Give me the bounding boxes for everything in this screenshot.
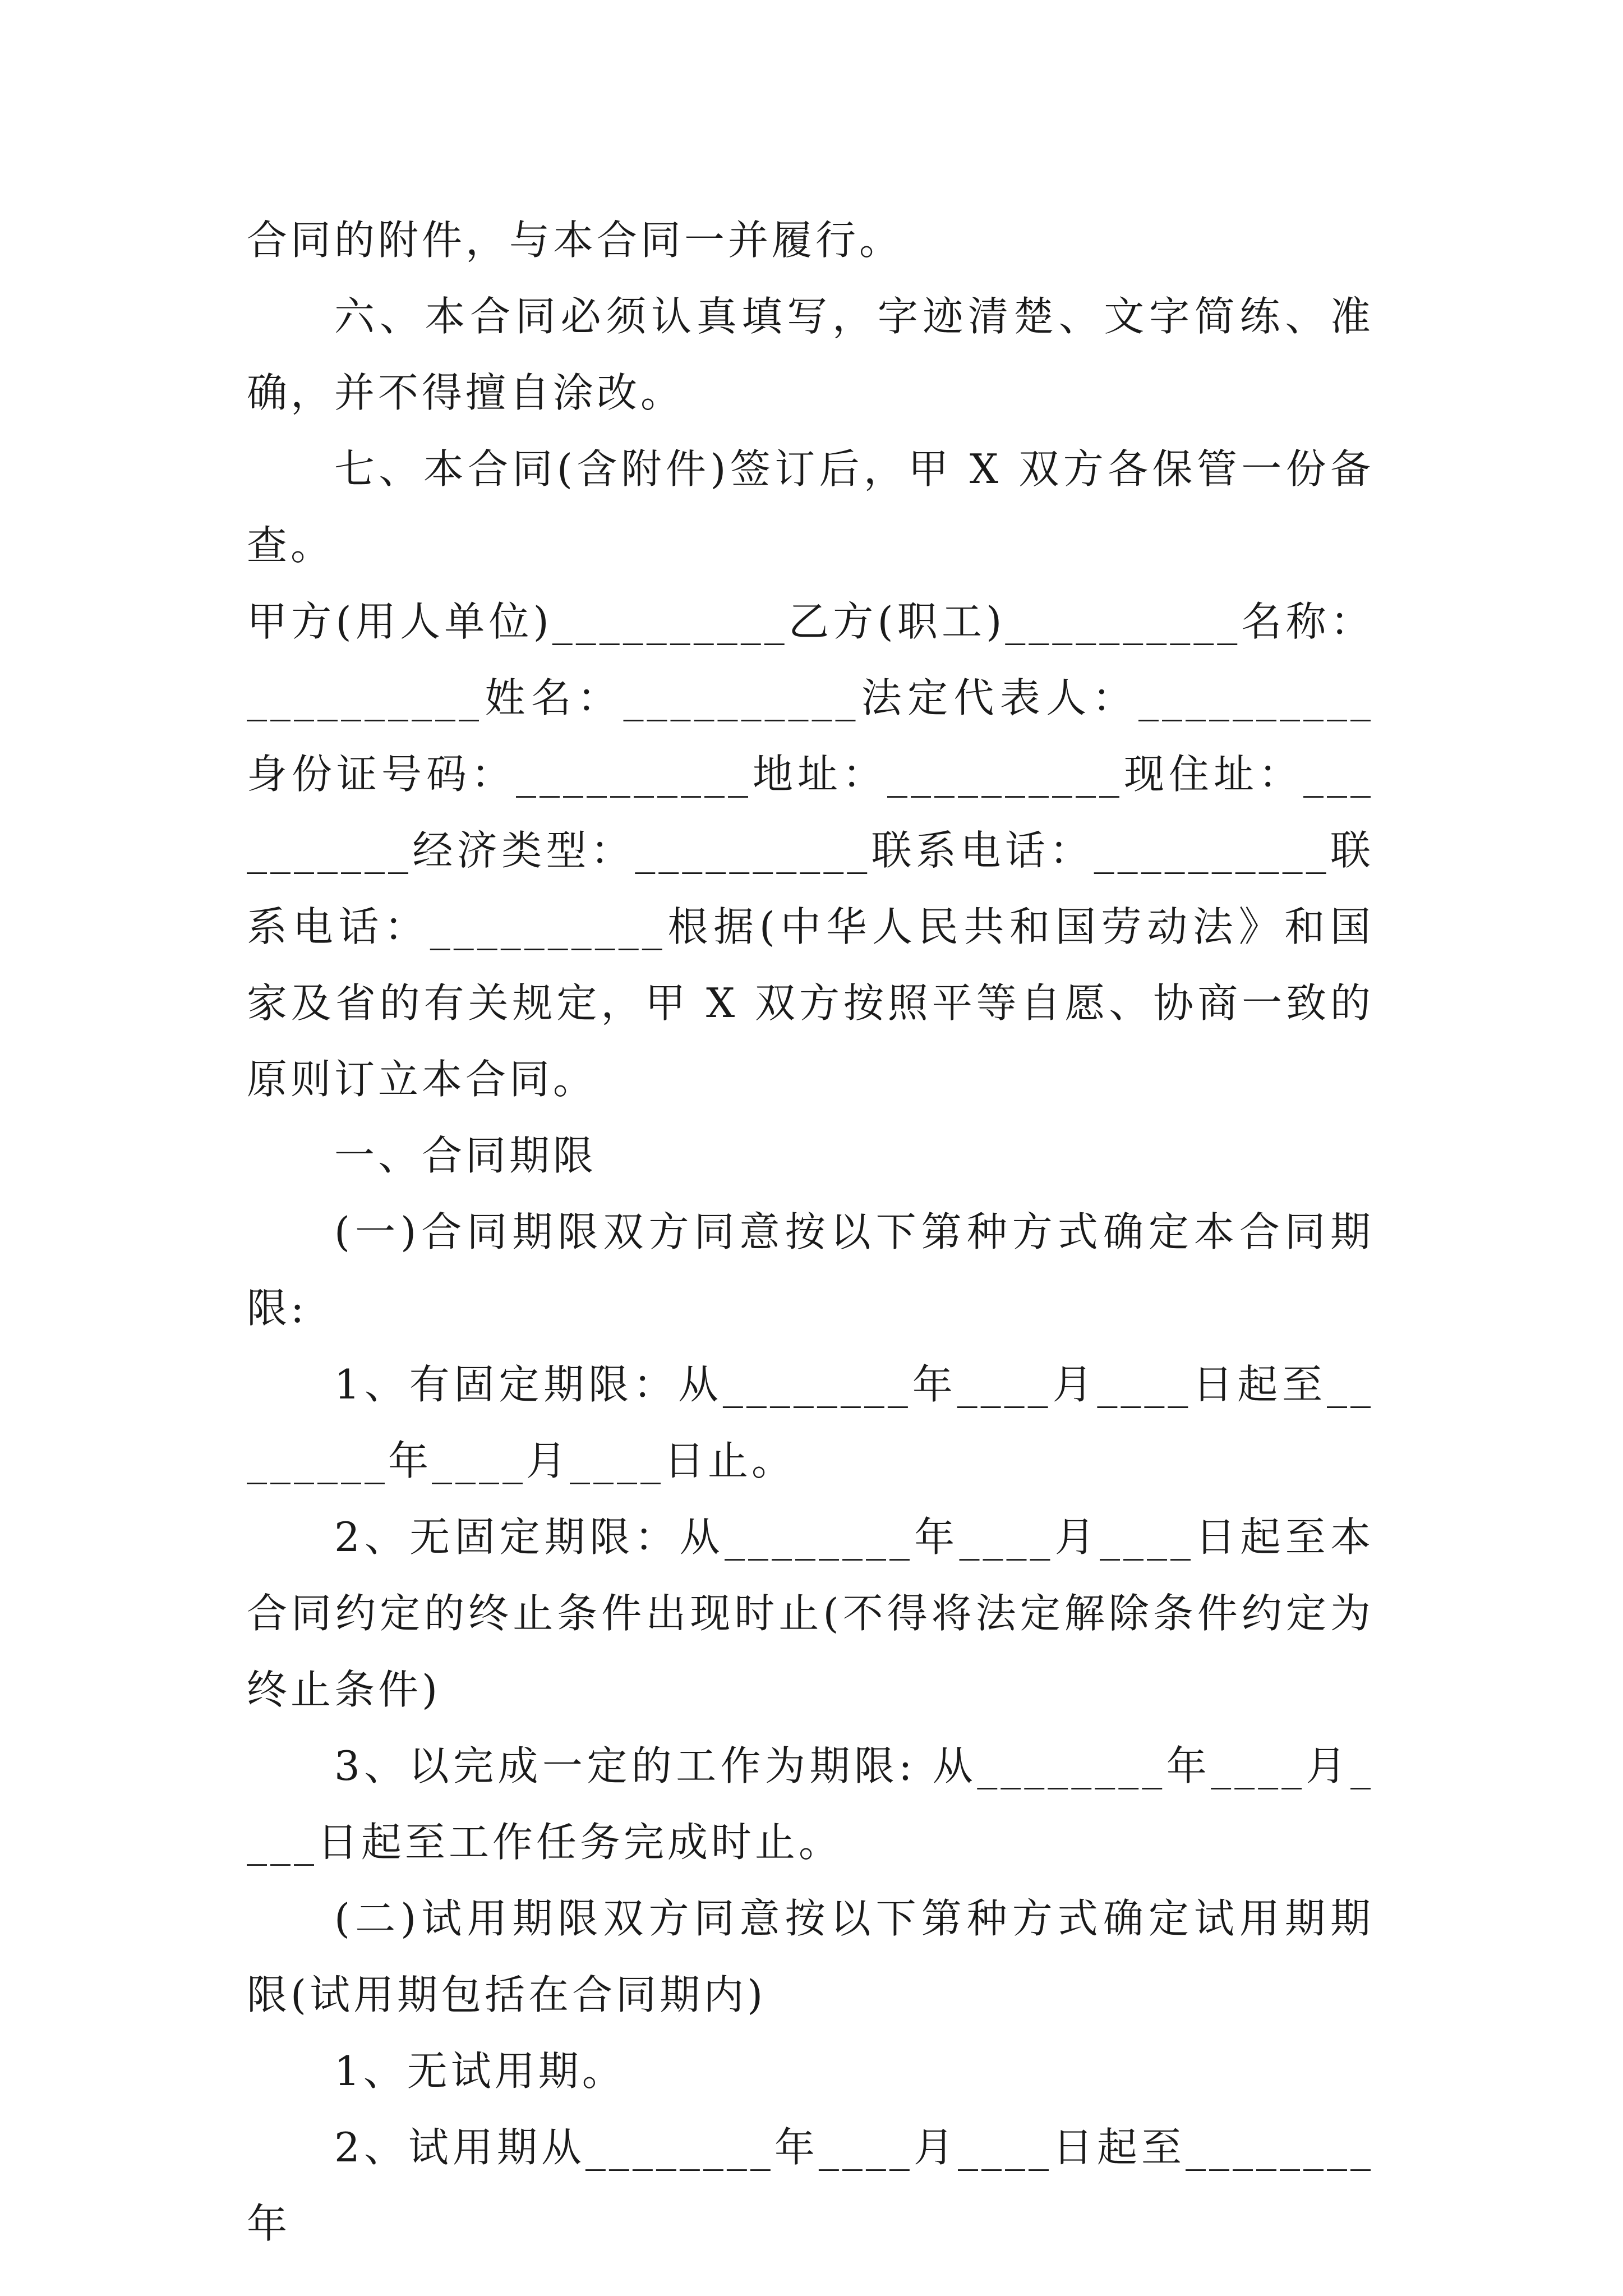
paragraph-clause-seven: 七、本合同(含附件)签订后，甲 X 双方各保管一份备查。 xyxy=(247,445,1374,569)
paragraph-fixed-term: 1、有固定期限：从________年____月____日起至________年____月____日止。 xyxy=(247,1361,1374,1484)
paragraph-attachment-clause: 合同的附件，与本合同一并履行。 xyxy=(247,217,903,264)
paragraph-clause-six: 六、本合同必须认真填写，字迹清楚、文字简练、准确，并不得擅自涂改。 xyxy=(247,293,1374,416)
paragraph-probation-period: 2、试用期从________年____月____日起至________年 xyxy=(247,2124,1374,2247)
paragraph-task-term: 3、以完成一定的工作为期限: 从________年____月____日起至工作任务完成时止。 xyxy=(247,1742,1374,1866)
document-body xyxy=(247,202,1374,2262)
paragraph-party-info: 甲方(用人单位)__________乙方(职工)__________名称：__________姓名：__________法定代表人：__________身份证号码：__________地址：__________现住址：__________经济类型：__________联系电话：__________联系电话：__________根据(中华人民共和国劳动法》和国家及省的有关规定，甲 X 双方按照平等自愿、协商一致的原则订立本合同。 xyxy=(247,598,1374,1103)
paragraph-no-probation: 1、无试用期。 xyxy=(334,2047,626,2095)
paragraph-probation-method: (二)试用期限双方同意按以下第种方式确定试用期期限(试用期包括在合同期内) xyxy=(247,1895,1374,2018)
heading-contract-term: 一、合同期限 xyxy=(334,1132,597,1179)
paragraph-open-term: 2、无固定期限：从________年____月____日起至本合同约定的终止条件出现时止(不得将法定解除条件约定为终止条件) xyxy=(247,1513,1374,1713)
paragraph-term-method: (一)合同期限双方同意按以下第种方式确定本合同期限: xyxy=(247,1208,1374,1332)
